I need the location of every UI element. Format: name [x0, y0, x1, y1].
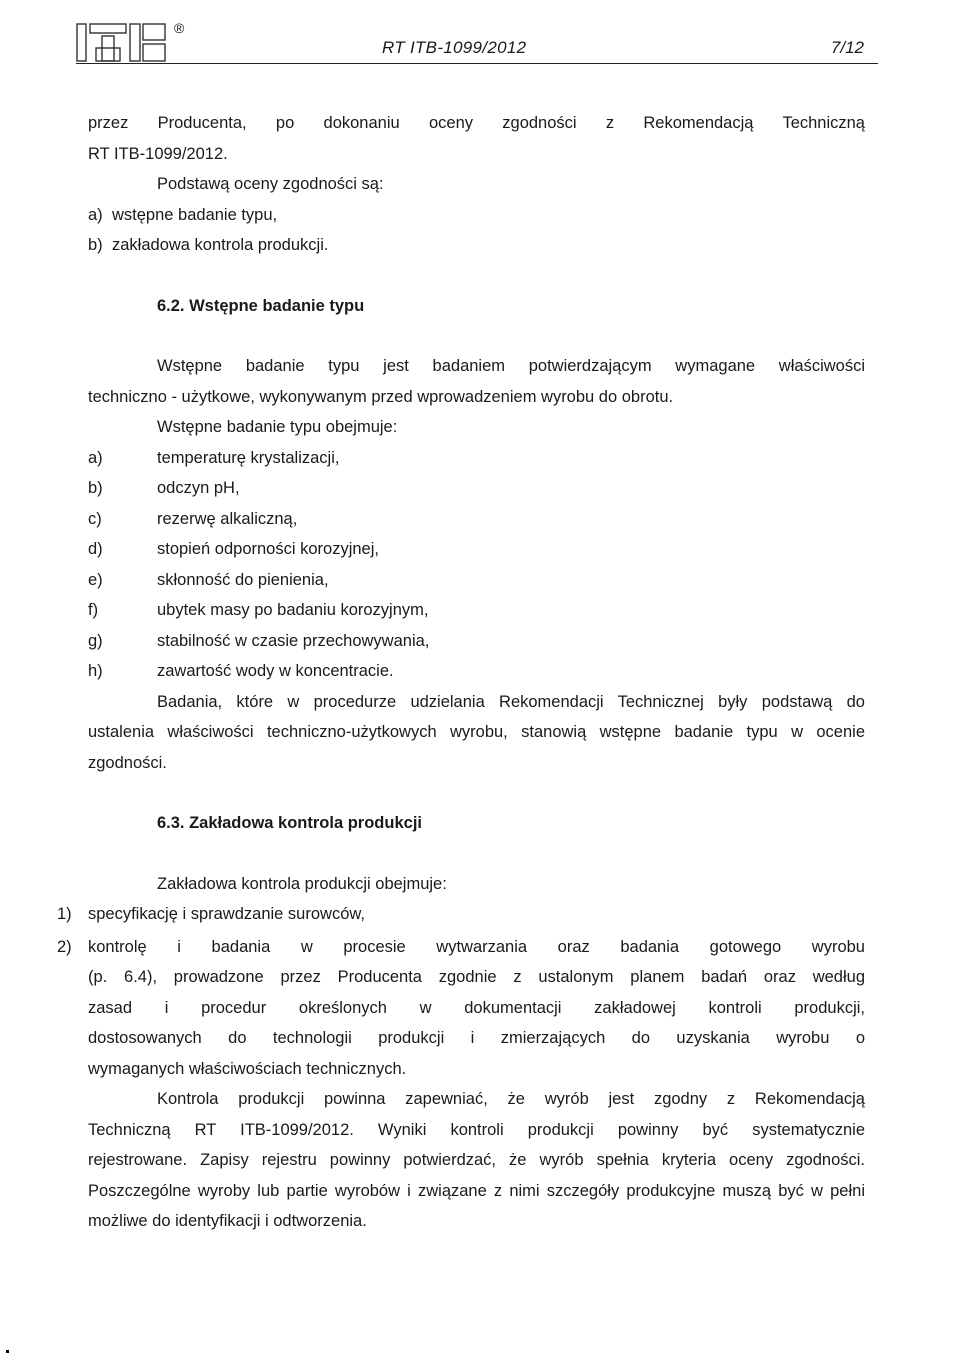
- basis-intro: Podstawą oceny zgodności są:: [157, 175, 384, 193]
- intro-line-2: RT ITB-1099/2012.: [88, 144, 228, 163]
- section-63-para-line3: rejestrowane. Zapisy rejestru powinny potwierdzać, że wyrób spełnia kryteria oceny zgodności.: [88, 1151, 865, 1169]
- page-number: 7/12: [830, 38, 864, 57]
- list-item: b) zakładowa kontrola produkcji.: [88, 236, 329, 254]
- scan-dot: [6, 1350, 9, 1353]
- section-63-para-line5: możliwe do identyfikacji i odtworzenia.: [88, 1212, 367, 1230]
- list-item: d) stopień odporności korozyjnej,: [88, 540, 379, 558]
- intro-line-1: przez Producenta, po dokonaniu oceny zgodności z Rekomendacją Techniczną: [88, 114, 865, 132]
- section-62-list-intro: Wstępne badanie typu obejmuje:: [157, 418, 398, 436]
- page-body: [57, 108, 865, 1237]
- section-62-para1-line2: techniczno - użytkowe, wykonywanym przed wprowadzeniem wyrobu do obrotu.: [88, 387, 674, 406]
- section-63-list-intro: Zakładowa kontrola produkcji obejmuje:: [157, 874, 447, 893]
- itb-logo-mark: [76, 22, 176, 62]
- document-reference: RT ITB-1099/2012: [382, 38, 527, 57]
- item2-line3: zasad i procedur określonych w dokumentacji zakładowej kontroli produkcji,: [88, 998, 865, 1017]
- spacer: [88, 778, 865, 808]
- section-62-para2-line3: zgodności.: [88, 753, 167, 772]
- itb-logo: [76, 22, 180, 64]
- list-item: a) wstępne badanie typu,: [88, 205, 278, 224]
- item2-line4: dostosowanych do technologii produkcji i zmierzających do uzyskania wyrobu o: [88, 1029, 865, 1047]
- tests-list: [88, 443, 865, 687]
- list-item: f) ubytek masy po badaniu korozyjnym,: [88, 601, 429, 619]
- section-63-para-line2: Techniczną RT ITB-1099/2012. Wyniki kontroli produkcji powinny być systematycznie: [88, 1120, 865, 1139]
- list-item: 1) specyfikację i sprawdzanie surowców,: [57, 905, 365, 923]
- item2-line5: wymaganych właściwościach technicznych.: [88, 1059, 407, 1078]
- section-63-para-line1: Kontrola produkcji powinna zapewniać, że wyrób jest zgodny z Rekomendacją: [157, 1090, 865, 1108]
- list-item: e) skłonność do pienienia,: [88, 570, 329, 589]
- list-item: 2) kontrolę i badania w procesie wytwarzania oraz badania gotowego wyrobu (p. 6.4), prowadzone przez Producenta zgodnie z ustalonym planem badań oraz według zasad i procedur określonych w dokumentacji zakładowej kontroli produkcji, dostosowanych do technologii produkcji i zmierzających do uzyskania wyrobu o wymaganych właściwościach technicznych.: [31, 932, 865, 1085]
- section-63-para-line4: Poszczególne wyroby lub partie wyrobów i związane z nimi szczegóły produkcyjne muszą być w pełni: [88, 1181, 865, 1200]
- list-item: a) temperaturę krystalizacji,: [88, 448, 340, 467]
- spacer: [88, 839, 865, 869]
- list-item: c) rezerwę alkaliczną,: [88, 509, 298, 528]
- control-list: [31, 899, 865, 1084]
- section-heading-6-3: 6.3. Zakładowa kontrola produkcji: [157, 814, 422, 832]
- header-divider: [76, 63, 878, 64]
- registered-mark: ®: [174, 20, 185, 36]
- list-item: h) zawartość wody w koncentracie.: [88, 662, 394, 680]
- item2-line2: (p. 6.4), prowadzone przez Producenta zgodnie z ustalonym planem badań oraz według: [88, 968, 865, 986]
- page-header: [0, 0, 960, 70]
- basis-list: [88, 200, 865, 261]
- section-62-para2-line2: ustalenia właściwości techniczno-użytkowych wyrobu, stanowią wstępne badanie typu w ocenie: [88, 723, 865, 741]
- list-item: b) odczyn pH,: [88, 479, 240, 497]
- list-item: g) stabilność w czasie przechowywania,: [88, 631, 430, 650]
- section-heading-6-2: 6.2. Wstępne badanie typu: [157, 296, 365, 315]
- spacer: [88, 261, 865, 291]
- spacer: [88, 321, 865, 351]
- section-62-para2-line1: Badania, które w procedurze udzielania Rekomendacji Technicznej były podstawą do: [157, 692, 865, 711]
- item2-line1: kontrolę i badania w procesie wytwarzania oraz badania gotowego wyrobu: [88, 937, 865, 956]
- section-62-para1-line1: Wstępne badanie typu jest badaniem potwierdzającym wymagane właściwości: [157, 357, 865, 375]
